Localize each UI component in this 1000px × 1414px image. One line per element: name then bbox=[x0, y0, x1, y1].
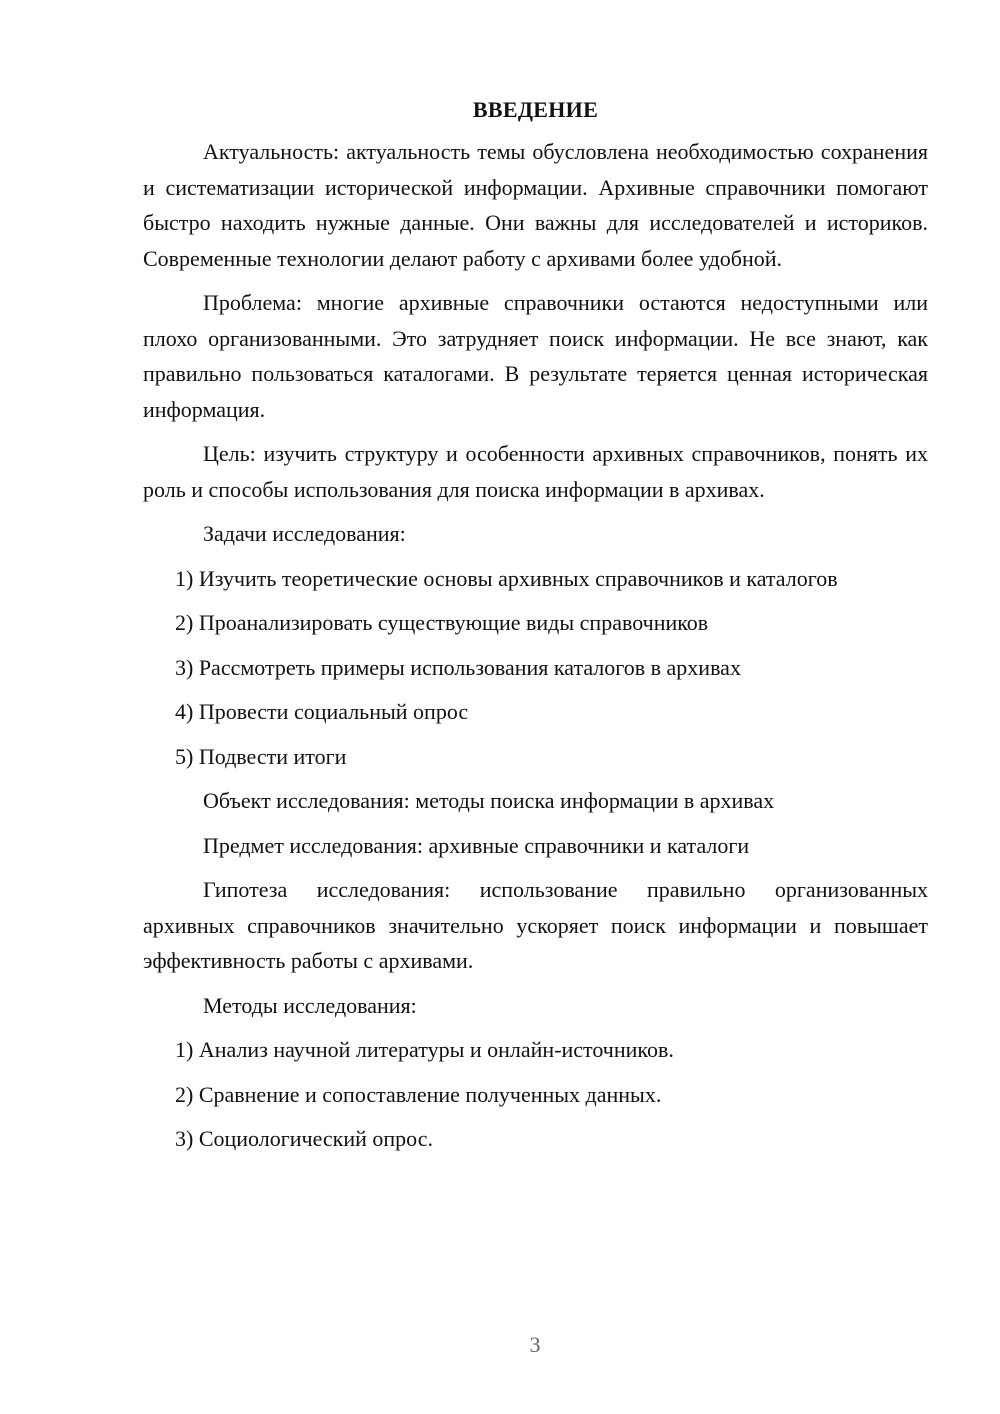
tasks-title: Задачи исследования: bbox=[203, 521, 406, 546]
task-item: 5) Подвести итоги bbox=[175, 743, 347, 769]
problem-paragraph: Проблема: многие архивные справочники остаются недоступными или плохо организованными. Это затрудняет поиск информации. Не все знают, как правильно пользоваться каталогами. В результате теряется ценная историческая информация. bbox=[143, 290, 928, 422]
method-item: 2) Сравнение и сопоставление полученных данных. bbox=[175, 1081, 662, 1107]
object-line: Объект исследования: методы поиска информации в архивах bbox=[203, 788, 775, 813]
document-page bbox=[143, 92, 928, 1166]
section-heading: ВВЕДЕНИЕ bbox=[472, 97, 599, 122]
goal-paragraph: Цель: изучить структуру и особенности архивных справочников, понять их роль и способы использования для поиска информации в архивах. bbox=[143, 441, 928, 502]
hypothesis-paragraph: Гипотеза исследования: использование правильно организованных архивных справочников значительно ускоряет поиск информации и повышает эффективность работы с архивами. bbox=[143, 877, 928, 973]
methods-title: Методы исследования: bbox=[203, 992, 417, 1018]
relevance-paragraph: Актуальность: актуальность темы обусловлена необходимостью сохранения и систематизации исторической информации. Архивные справочники помогают быстро находить нужные данные. Они важны для исследователей и историков. Современные технологии делают работу с архивами более удобной. bbox=[143, 139, 928, 271]
task-item: 1) Изучить теоретические основы архивных справочников и каталогов bbox=[175, 565, 838, 591]
task-item: 4) Провести социальный опрос bbox=[175, 699, 469, 724]
page-number: 3 bbox=[529, 1332, 541, 1357]
method-item: 1) Анализ научной литературы и онлайн-источников. bbox=[175, 1037, 674, 1062]
task-item: 3) Рассмотреть примеры использования каталогов в архивах bbox=[175, 654, 741, 680]
method-item: 3) Социологический опрос. bbox=[175, 1126, 433, 1151]
subject-line: Предмет исследования: архивные справочники и каталоги bbox=[203, 832, 750, 858]
task-item: 2) Проанализировать существующие виды справочников bbox=[175, 610, 709, 635]
